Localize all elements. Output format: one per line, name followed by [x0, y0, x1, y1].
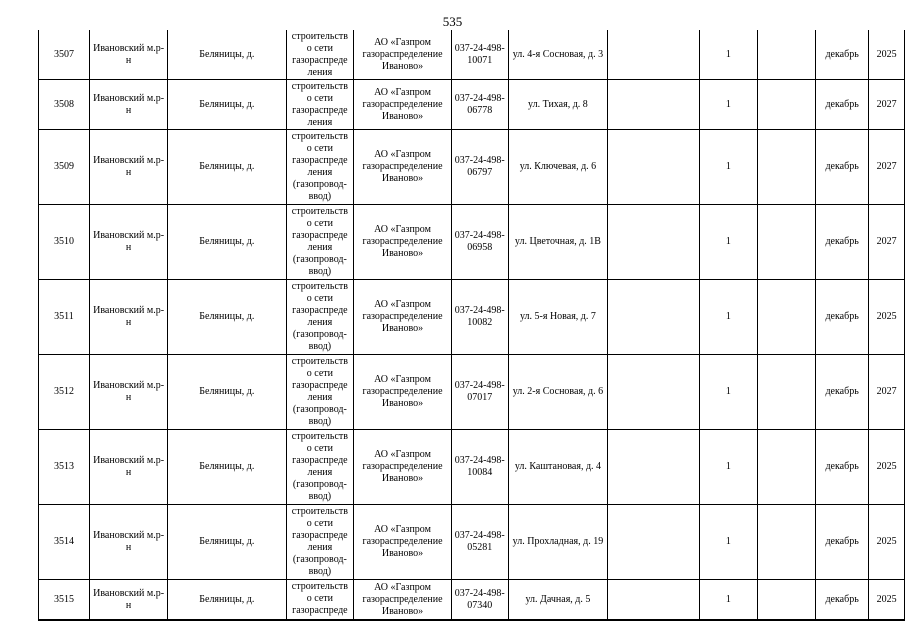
year-cell: 2025: [869, 30, 905, 80]
work-type-line: строительств: [291, 206, 348, 217]
table-row: [39, 355, 905, 430]
work-type-line: о сети: [306, 443, 333, 454]
work-type-line: строительств: [291, 506, 348, 517]
empty-cell: [757, 505, 815, 580]
count-cell: 1: [699, 580, 757, 621]
address-cell: ул. Ключевая, д. 6: [508, 130, 607, 205]
count-cell: 1: [699, 355, 757, 430]
empty-cell: [757, 430, 815, 505]
district-cell: Ивановский м.р-н: [90, 430, 168, 505]
month-cell: декабрь: [815, 30, 868, 80]
object-code-cell: 037-24-498-10084: [451, 430, 508, 505]
table-row: [39, 130, 905, 205]
work-type-line: ления: [307, 317, 333, 328]
settlement-cell: Беляницы, д.: [168, 580, 286, 621]
count-cell: 1: [699, 80, 757, 130]
work-type-line: газораспреде: [292, 530, 348, 541]
empty-cell: [757, 280, 815, 355]
district-cell: Ивановский м.р-н: [90, 30, 168, 80]
year-cell: 2027: [869, 80, 905, 130]
settlement-cell: Беляницы, д.: [168, 205, 286, 280]
work-type-line: (газопровод-: [292, 404, 347, 415]
settlement-cell: Беляницы, д.: [168, 355, 286, 430]
year-cell: 2027: [869, 355, 905, 430]
work-type-line: газораспреде: [292, 305, 348, 316]
count-cell: 1: [699, 430, 757, 505]
work-type-cell: [286, 505, 354, 580]
work-type-line: о сети: [306, 293, 333, 304]
work-type-line: (газопровод-: [292, 329, 347, 340]
work-type-line: (газопровод-: [292, 254, 347, 265]
address-cell: ул. Прохладная, д. 19: [508, 505, 607, 580]
settlement-cell: Беляницы, д.: [168, 30, 286, 80]
year-cell: 2025: [869, 280, 905, 355]
work-type-line: ввод): [308, 566, 332, 577]
work-type-line: о сети: [306, 368, 333, 379]
settlement-cell: Беляницы, д.: [168, 430, 286, 505]
table-row: [39, 430, 905, 505]
empty-cell: [608, 280, 700, 355]
object-code-cell: 037-24-498-06797: [451, 130, 508, 205]
row-number-cell: 3514: [39, 505, 90, 580]
organization-cell: АО «Газпром газораспределение Иваново»: [354, 205, 452, 280]
table-row: [39, 505, 905, 580]
work-type-line: строительств: [291, 31, 348, 42]
organization-cell: АО «Газпром газораспределение Иваново»: [354, 505, 452, 580]
work-type-cell: [286, 130, 354, 205]
work-type-line: о сети: [306, 218, 333, 229]
work-type-line: ввод): [308, 341, 332, 352]
district-cell: Ивановский м.р-н: [90, 355, 168, 430]
work-type-cell: [286, 80, 354, 130]
work-type-line: (газопровод-: [292, 179, 347, 190]
empty-cell: [608, 80, 700, 130]
district-cell: Ивановский м.р-н: [90, 580, 168, 621]
organization-cell: АО «Газпром газораспределение Иваново»: [354, 580, 452, 621]
work-type-line: ления: [307, 542, 333, 553]
work-type-line: о сети: [306, 593, 333, 604]
row-number-cell: 3512: [39, 355, 90, 430]
work-type-cell: [286, 280, 354, 355]
page-number: 535: [442, 14, 463, 29]
address-cell: ул. Дачная, д. 5: [508, 580, 607, 621]
district-cell: Ивановский м.р-н: [90, 80, 168, 130]
month-cell: декабрь: [815, 130, 868, 205]
empty-cell: [757, 205, 815, 280]
settlement-cell: Беляницы, д.: [168, 80, 286, 130]
object-code-cell: 037-24-498-10082: [451, 280, 508, 355]
work-type-line: ления: [307, 392, 333, 403]
district-cell: Ивановский м.р-н: [90, 280, 168, 355]
work-type-line: о сети: [306, 93, 333, 104]
work-type-line: строительств: [291, 581, 348, 592]
empty-cell: [757, 80, 815, 130]
work-type-line: ления: [307, 117, 333, 128]
work-type-line: газораспреде: [292, 105, 348, 116]
empty-cell: [608, 355, 700, 430]
year-cell: 2027: [869, 130, 905, 205]
month-cell: декабрь: [815, 505, 868, 580]
empty-cell: [757, 355, 815, 430]
year-cell: 2027: [869, 205, 905, 280]
work-type-line: ввод): [308, 266, 332, 277]
work-type-cell: [286, 30, 354, 80]
organization-cell: АО «Газпром газораспределение Иваново»: [354, 80, 452, 130]
table-row: [39, 205, 905, 280]
address-cell: ул. 4-я Сосновая, д. 3: [508, 30, 607, 80]
object-code-cell: 037-24-498-06958: [451, 205, 508, 280]
work-type-line: газораспреде: [292, 155, 348, 166]
year-cell: 2025: [869, 505, 905, 580]
table-row: [39, 80, 905, 130]
empty-cell: [757, 580, 815, 621]
object-code-cell: 037-24-498-10071: [451, 30, 508, 80]
work-type-line: (газопровод-: [292, 554, 347, 565]
count-cell: 1: [699, 280, 757, 355]
year-cell: 2025: [869, 580, 905, 621]
month-cell: декабрь: [815, 430, 868, 505]
work-type-line: ления: [307, 467, 333, 478]
organization-cell: АО «Газпром газораспределение Иваново»: [354, 280, 452, 355]
work-type-line: строительств: [291, 281, 348, 292]
district-cell: Ивановский м.р-н: [90, 505, 168, 580]
work-type-line: (газопровод-: [292, 479, 347, 490]
empty-cell: [608, 130, 700, 205]
month-cell: декабрь: [815, 280, 868, 355]
row-number-cell: 3510: [39, 205, 90, 280]
table-row: [39, 30, 905, 80]
settlement-cell: Беляницы, д.: [168, 130, 286, 205]
table-row: [39, 580, 905, 621]
count-cell: 1: [699, 505, 757, 580]
row-number-cell: 3507: [39, 30, 90, 80]
settlement-cell: Беляницы, д.: [168, 505, 286, 580]
work-type-cell: [286, 355, 354, 430]
work-type-line: ввод): [308, 191, 332, 202]
empty-cell: [757, 30, 815, 80]
work-type-line: строительств: [291, 431, 348, 442]
empty-cell: [608, 205, 700, 280]
work-type-line: газораспреде: [292, 380, 348, 391]
object-code-cell: 037-24-498-06778: [451, 80, 508, 130]
work-type-cell: [286, 430, 354, 505]
work-type-line: газораспреде: [292, 55, 348, 66]
month-cell: декабрь: [815, 205, 868, 280]
work-type-line: о сети: [306, 518, 333, 529]
table-row: [39, 280, 905, 355]
empty-cell: [608, 505, 700, 580]
row-number-cell: 3515: [39, 580, 90, 621]
district-cell: Ивановский м.р-н: [90, 130, 168, 205]
table-body: [39, 30, 905, 620]
work-type-line: ления: [307, 167, 333, 178]
count-cell: 1: [699, 30, 757, 80]
work-type-line: ления: [307, 67, 333, 78]
row-number-cell: 3508: [39, 80, 90, 130]
organization-cell: АО «Газпром газораспределение Иваново»: [354, 30, 452, 80]
month-cell: декабрь: [815, 580, 868, 621]
work-type-line: ления: [307, 242, 333, 253]
organization-cell: АО «Газпром газораспределение Иваново»: [354, 130, 452, 205]
work-type-line: строительств: [291, 356, 348, 367]
object-code-cell: 037-24-498-07017: [451, 355, 508, 430]
month-cell: декабрь: [815, 355, 868, 430]
row-number-cell: 3511: [39, 280, 90, 355]
settlement-cell: Беляницы, д.: [168, 280, 286, 355]
empty-cell: [608, 580, 700, 621]
work-type-line: газораспреде: [292, 455, 348, 466]
organization-cell: АО «Газпром газораспределение Иваново»: [354, 355, 452, 430]
year-cell: 2025: [869, 430, 905, 505]
address-cell: ул. 5-я Новая, д. 7: [508, 280, 607, 355]
work-type-line: строительств: [291, 81, 348, 92]
object-code-cell: 037-24-498-05281: [451, 505, 508, 580]
work-type-line: ввод): [308, 491, 332, 502]
object-code-cell: 037-24-498-07340: [451, 580, 508, 621]
organization-cell: АО «Газпром газораспределение Иваново»: [354, 430, 452, 505]
row-number-cell: 3513: [39, 430, 90, 505]
work-type-cell: [286, 580, 354, 621]
empty-cell: [608, 30, 700, 80]
count-cell: 1: [699, 205, 757, 280]
month-cell: декабрь: [815, 80, 868, 130]
address-cell: ул. Каштановая, д. 4: [508, 430, 607, 505]
address-cell: ул. Тихая, д. 8: [508, 80, 607, 130]
work-type-cell: [286, 205, 354, 280]
empty-cell: [757, 130, 815, 205]
address-cell: ул. Цветочная, д. 1В: [508, 205, 607, 280]
row-number-cell: 3509: [39, 130, 90, 205]
work-type-line: газораспреде: [292, 230, 348, 241]
district-cell: Ивановский м.р-н: [90, 205, 168, 280]
gas-network-table: [38, 30, 905, 621]
work-type-line: строительств: [291, 131, 348, 142]
address-cell: ул. 2-я Сосновая, д. 6: [508, 355, 607, 430]
work-type-line: газораспреде: [292, 605, 348, 616]
empty-cell: [608, 430, 700, 505]
work-type-line: ввод): [308, 416, 332, 427]
count-cell: 1: [699, 130, 757, 205]
work-type-line: о сети: [306, 143, 333, 154]
work-type-line: о сети: [306, 43, 333, 54]
